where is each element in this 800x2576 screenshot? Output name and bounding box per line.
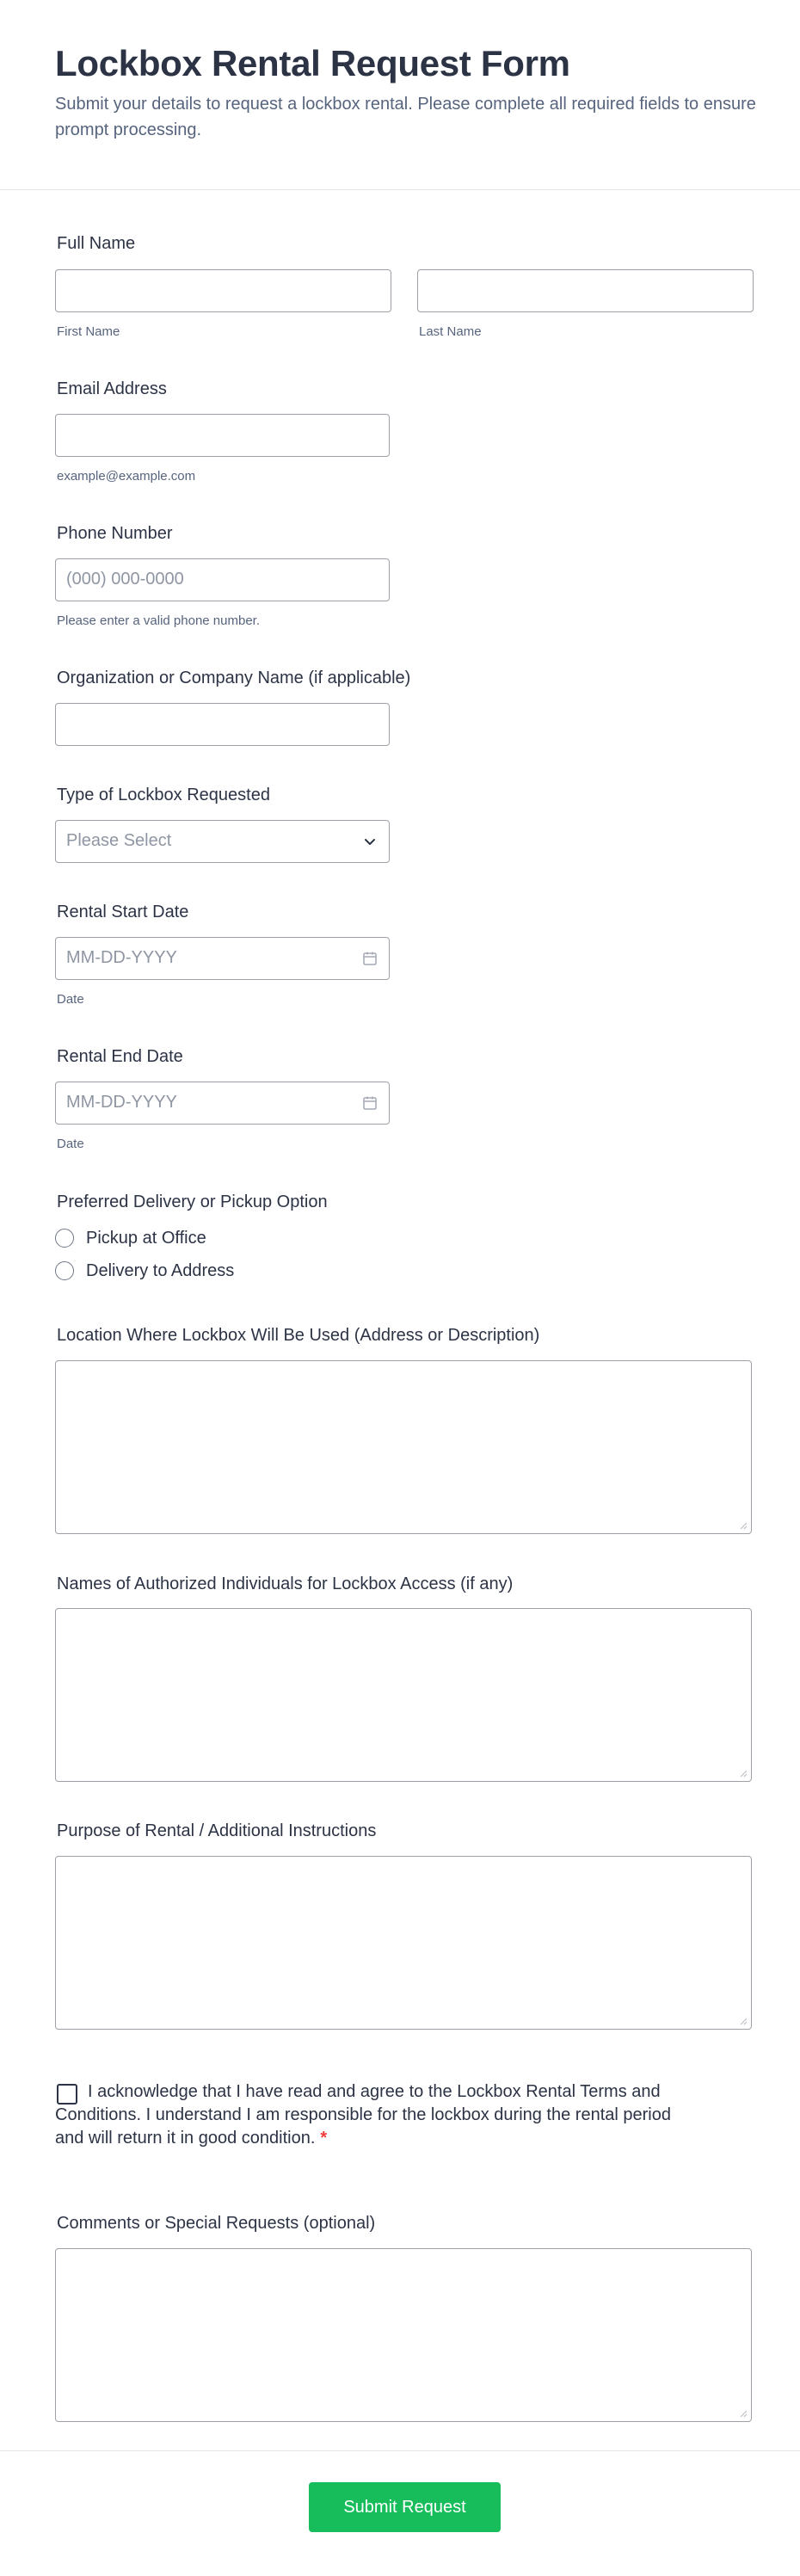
- purpose-textarea[interactable]: [55, 1856, 752, 2030]
- location-label: Location Where Lockbox Will Be Used (Address or Description): [57, 1326, 540, 1345]
- resize-handle-icon[interactable]: [739, 1769, 748, 1778]
- lockbox-type-label: Type of Lockbox Requested: [57, 786, 270, 804]
- required-asterisk: *: [320, 2129, 328, 2148]
- email-sublabel: example@example.com: [57, 469, 196, 484]
- delivery-label: Preferred Delivery or Pickup Option: [57, 1192, 328, 1211]
- radio-button[interactable]: [55, 1261, 74, 1280]
- submit-button[interactable]: Submit Request: [309, 2482, 501, 2532]
- radio-option-delivery[interactable]: [55, 1259, 234, 1283]
- comments-label: Comments or Special Requests (optional): [57, 2214, 376, 2233]
- end-date-input[interactable]: [55, 1082, 390, 1125]
- radio-option-pickup[interactable]: [55, 1226, 206, 1250]
- last-name-input[interactable]: [417, 269, 754, 312]
- organization-input[interactable]: [55, 703, 390, 746]
- lockbox-type-selected: Please Select: [66, 831, 172, 850]
- comments-textarea[interactable]: [55, 2248, 752, 2422]
- end-date-sublabel: Date: [57, 1137, 84, 1151]
- resize-handle-icon[interactable]: [739, 1521, 748, 1530]
- start-date-input[interactable]: [55, 937, 390, 980]
- authorized-textarea[interactable]: [55, 1608, 752, 1782]
- email-label: Email Address: [57, 379, 167, 398]
- end-date-label: Rental End Date: [57, 1047, 183, 1066]
- first-name-input[interactable]: [55, 269, 391, 312]
- calendar-icon[interactable]: [361, 950, 378, 967]
- chevron-down-icon: [361, 833, 378, 850]
- phone-label: Phone Number: [57, 524, 173, 543]
- organization-label: Organization or Company Name (if applicable): [57, 669, 411, 687]
- start-date-sublabel: Date: [57, 992, 84, 1007]
- phone-input[interactable]: [55, 558, 390, 601]
- start-date-label: Rental Start Date: [57, 903, 189, 921]
- lockbox-type-select[interactable]: [55, 820, 390, 863]
- radio-label-pickup: Pickup at Office: [86, 1228, 206, 1248]
- phone-placeholder: (000) 000-0000: [66, 570, 184, 589]
- first-name-sublabel: First Name: [57, 324, 120, 339]
- form-subtitle: Submit your details to request a lockbox rental. Please complete all required fields to ensure prompt processing.: [55, 95, 756, 139]
- location-textarea[interactable]: [55, 1360, 752, 1534]
- start-date-placeholder: MM-DD-YYYY: [66, 948, 177, 967]
- purpose-label: Purpose of Rental / Additional Instructions: [57, 1821, 377, 1840]
- calendar-icon[interactable]: [361, 1094, 378, 1112]
- authorized-label: Names of Authorized Individuals for Lockbox Access (if any): [57, 1575, 514, 1593]
- radio-button[interactable]: [55, 1229, 74, 1248]
- form-header: [0, 0, 800, 190]
- full-name-label: Full Name: [57, 234, 136, 253]
- resize-handle-icon[interactable]: [739, 2409, 748, 2418]
- phone-sublabel: Please enter a valid phone number.: [57, 613, 260, 628]
- end-date-placeholder: MM-DD-YYYY: [66, 1093, 177, 1112]
- last-name-sublabel: Last Name: [419, 324, 482, 339]
- terms-label: I acknowledge that I have read and agree to the Lockbox Rental Terms and Conditions. I understand I am responsible for the lockbox during the rental period and will return it in good condition.: [55, 2082, 671, 2148]
- terms-text: [55, 2080, 674, 2150]
- radio-label-delivery: Delivery to Address: [86, 1260, 235, 1280]
- form-title: Lockbox Rental Request Form: [55, 43, 570, 83]
- resize-handle-icon[interactable]: [739, 2017, 748, 2025]
- email-input[interactable]: [55, 414, 390, 457]
